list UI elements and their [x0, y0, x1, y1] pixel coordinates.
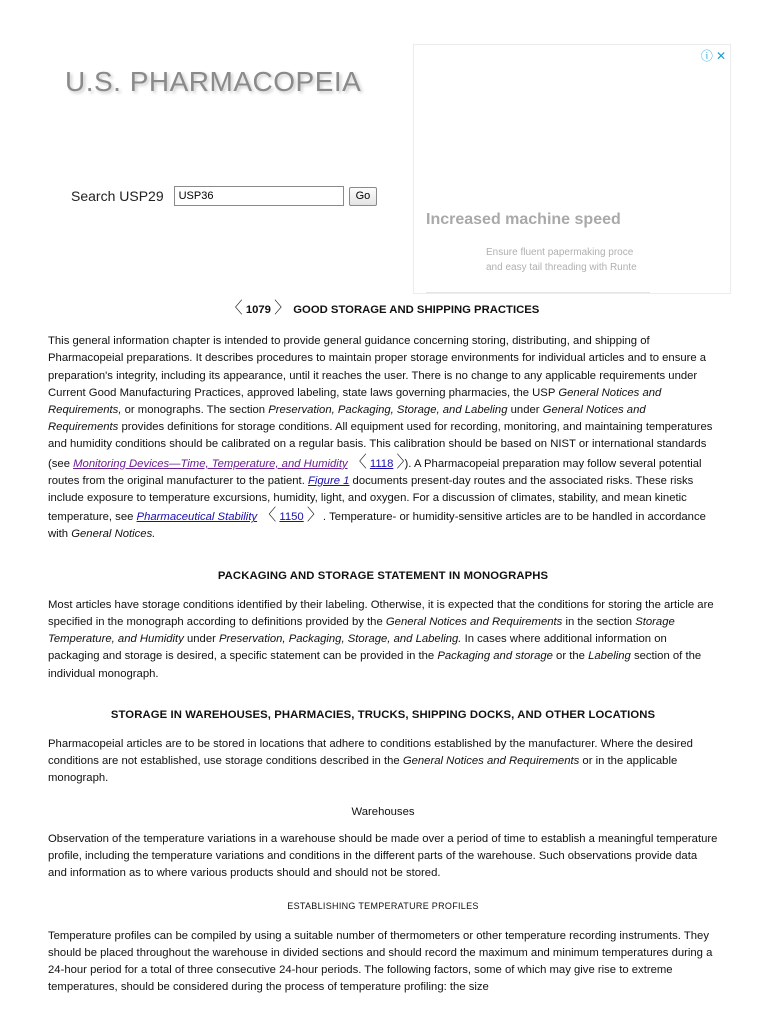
advertisement[interactable] [413, 44, 731, 294]
chapter-title [48, 300, 718, 319]
packaging-paragraph: Most articles have storage conditions identified by their labeling. Otherwise, it is expected that the conditions for storing the article are specified in the monograph according to definitions provided by the General Notices and Requirements in the section Storage Temperature, and Humidity under Preservation, Packaging, Storage, and Labeling. In cases where additional information on packaging and storage is desired, a specific statement can be provided in the Packaging and storage or the Labeling section of the individual monograph. [48, 598, 714, 680]
ad-controls [698, 47, 726, 64]
info-icon[interactable]: ⓘ [700, 49, 713, 63]
section-heading-storage: STORAGE IN WAREHOUSES, PHARMACIES, TRUCKS, SHIPPING DOCKS, AND OTHER LOCATIONS [110, 708, 656, 721]
site-logo[interactable]: U.S. PHARMACOPEIA [65, 66, 362, 97]
bracket-open: 〈 [226, 300, 243, 317]
section-heading-packaging: PACKAGING AND STORAGE STATEMENT IN MONOGRAPHS [217, 569, 549, 582]
link-pharmaceutical-stability[interactable]: Pharmaceutical Stability [136, 511, 258, 524]
go-button[interactable]: Go [349, 187, 378, 206]
close-icon[interactable]: ✕ [715, 49, 726, 63]
ad-text[interactable] [486, 245, 650, 275]
subheading-warehouses: Warehouses [351, 805, 415, 818]
storage-paragraph: Pharmacopeial articles are to be stored in locations that adhere to conditions established by the manufacturer. Where the desired conditions are not established, use storage conditions described in the General Notices and Requirements or in the applicable monograph. [48, 738, 693, 785]
warehouse-paragraph: Observation of the temperature variations in a warehouse should be made over a period of time to establish a meaningful temperature profile, including the temperature variations and conditions in the different parts of the warehouse. Such observations provide data and information as to where various products should and should not be stored. [48, 832, 718, 880]
search-bar [71, 186, 377, 206]
chapter-heading: GOOD STORAGE AND SHIPPING PRACTICES [293, 304, 540, 316]
search-input[interactable] [174, 186, 344, 206]
temperature-paragraph: Temperature profiles can be compiled by using a suitable number of thermometers or other temperature recording instruments. They should be placed throughout the warehouse in divided sections and should record the maximum and minimum temperatures during a 24-hour period for a total of three consecutive 24-hour periods. The following factors, some of which may give rise to extreme temperatures, should be considered during the process of temperature profiling: the size [48, 929, 713, 994]
link-figure-1[interactable]: Figure 1 [307, 474, 350, 487]
search-label: Search USP29 [71, 188, 164, 204]
chapter-number: 1079 [245, 304, 271, 316]
link-monitoring-devices[interactable]: Monitoring Devices—Time, Temperature, and Humidity [73, 457, 348, 470]
ad-text-line: and easy tail threading with Runte [486, 262, 637, 273]
ad-divider [426, 292, 650, 293]
ad-text-line: Ensure fluent papermaking proce [486, 247, 634, 258]
link-1150[interactable]: 1150 [279, 511, 304, 524]
article-content [48, 300, 718, 1013]
link-1118[interactable]: 1118 [369, 457, 394, 470]
subheading-temperature-profiles: ESTABLISHING TEMPERATURE PROFILES [287, 901, 479, 912]
intro-paragraph: This general information chapter is intended to provide general guidance concerning storing, distributing, and shipping of Pharmacopeial preparations. It describes procedures to maintain proper storage environments for individual articles and to ensure a preparation's integrity, including its appearance, until it reaches the user. There is no change to any applicable requirements under Current Good Manufacturing Practices, approved labeling, state laws governing pharmacies, the USP General Notices and Requirements, or monographs. The section Preservation, Packaging, Storage, and Labeling under General Notices and Requirements provides definitions for storage conditions. All equipment used for recording, monitoring, and maintaining temperatures and humidity conditions should be calibrated on a regular basis. This calibration should be based on NIST or international standards (see Monitoring Devices—Time, Temperature, and Humidity 〈 1118 〉). A Pharmacopeial preparation may follow several potential routes from the original manufacturer to the patient. Figure 1 documents present-day routes and the associated risks. These risks include exposure to temperature excursions, humidity, light, and oxygen. For a discussion of climates, stability, and mean kinetic temperature, see Pharmaceutical Stability 〈 1150 〉. Temperature- or humidity-sensitive articles are to be handled in accordance with General Notices. [48, 335, 713, 541]
ad-title[interactable]: Increased machine speed [426, 211, 621, 228]
bracket-close: 〉 [274, 300, 291, 317]
